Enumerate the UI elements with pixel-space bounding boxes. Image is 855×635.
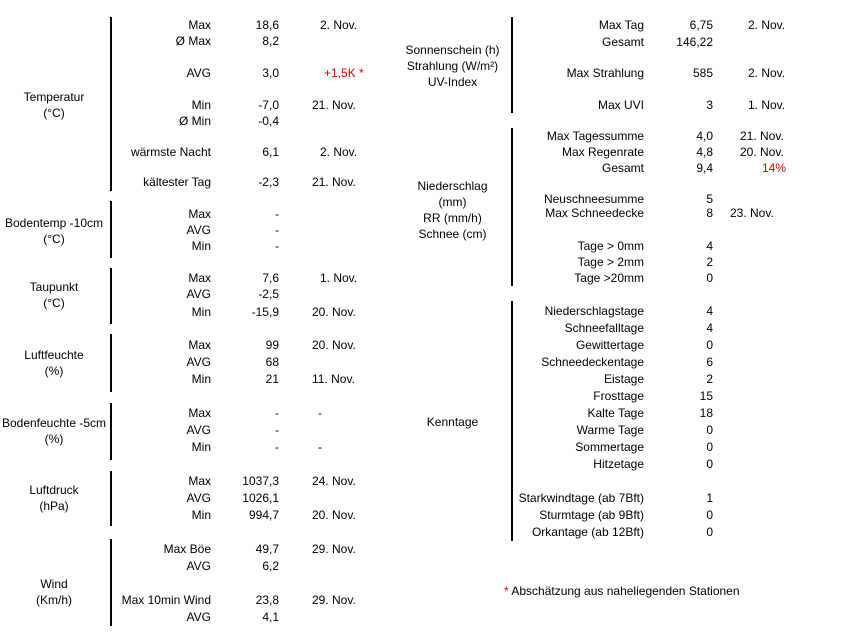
- group-divider: [511, 301, 513, 541]
- row-value: 994,7: [248, 508, 279, 522]
- row-label: Max: [188, 474, 211, 488]
- group-divider: [511, 17, 513, 113]
- row-value: 23,8: [255, 593, 279, 607]
- group-name-line: Niederschlag: [417, 179, 488, 193]
- row-label: kältester Tag: [143, 175, 211, 189]
- group-divider: [511, 128, 513, 286]
- group-label: [395, 42, 510, 90]
- row-value: 6,1: [262, 145, 279, 159]
- row-value: 0: [706, 338, 713, 352]
- row-label: Max Regenrate: [561, 145, 644, 159]
- row-value: 6,2: [262, 559, 279, 573]
- row-value: 3: [706, 98, 713, 112]
- row-label: Max Tagessumme: [546, 129, 644, 143]
- row-value: 0: [706, 271, 713, 285]
- group-unit: (hPa): [39, 499, 69, 513]
- footnote-text: Abschätzung aus naheliegenden Stationen: [508, 584, 740, 598]
- group-name: Bodenfeuchte -5cm: [1, 416, 107, 430]
- row-label: Max Böe: [163, 542, 211, 556]
- group-unit: (%): [44, 432, 64, 446]
- group-name-line: (mm): [438, 195, 467, 209]
- row-value: -: [275, 423, 279, 437]
- row-label: Max Schneedecke: [545, 206, 644, 220]
- row-value: 0: [706, 457, 713, 471]
- row-value: 3,0: [262, 66, 279, 80]
- row-label: AVG: [186, 287, 211, 301]
- row-value: -0,4: [258, 114, 279, 128]
- row-label: Gewittertage: [575, 338, 644, 352]
- group-unit: (°C): [43, 232, 65, 246]
- group-divider: [110, 334, 112, 392]
- row-label: Ø Min: [178, 114, 211, 128]
- row-value: 4,8: [696, 145, 713, 159]
- row-label: AVG: [186, 423, 211, 437]
- row-label: Sommertage: [575, 440, 644, 454]
- row-label: Min: [191, 372, 211, 386]
- row-value: 8,2: [262, 34, 279, 48]
- row-date: 2. Nov.: [320, 18, 358, 32]
- row-value: 4: [706, 321, 713, 335]
- row-label: Orkantage (ab 12Bft): [531, 525, 644, 539]
- row-label: wärmste Nacht: [130, 145, 211, 159]
- row-label: Schneefalltage: [564, 321, 644, 335]
- row-value: -15,9: [251, 305, 279, 319]
- row-value: -: [275, 207, 279, 221]
- group-divider: [110, 268, 112, 324]
- group-name-line: Schnee (cm): [418, 227, 487, 241]
- group-name-line: Kenntage: [426, 415, 479, 429]
- row-label: Niederschlagstage: [544, 304, 644, 318]
- row-label: Max: [188, 18, 211, 32]
- row-label: Neuschneesumme: [543, 192, 644, 206]
- row-value: 0: [706, 525, 713, 539]
- row-date: 20. Nov.: [312, 305, 356, 319]
- group-name: Temperatur: [23, 90, 85, 104]
- row-value: -: [275, 223, 279, 237]
- row-value: 99: [265, 338, 279, 352]
- group-name-line: Strahlung (W/m²): [406, 59, 499, 73]
- group-label: [0, 279, 108, 311]
- row-label: AVG: [186, 610, 211, 624]
- group-label: [0, 89, 108, 121]
- group-label: [395, 414, 510, 430]
- row-date: -: [318, 440, 322, 454]
- row-label: AVG: [186, 66, 211, 80]
- row-value: 21: [265, 372, 279, 386]
- row-value: 18,6: [255, 18, 279, 32]
- row-date: 2. Nov.: [748, 18, 786, 32]
- row-label: Max: [188, 338, 211, 352]
- row-label: Frosttage: [593, 389, 644, 403]
- group-name: Luftdruck: [29, 483, 79, 497]
- row-value: 146,22: [676, 35, 713, 49]
- row-label: Tage > 2mm: [577, 255, 644, 269]
- group-name-line: UV-Index: [427, 75, 478, 89]
- row-value: 18: [699, 406, 713, 420]
- row-label: Kalte Tage: [587, 406, 644, 420]
- row-value: 1026,1: [242, 491, 279, 505]
- row-value: 0: [706, 508, 713, 522]
- row-label: Min: [191, 239, 211, 253]
- row-value: 0: [706, 423, 713, 437]
- row-date: -: [318, 406, 322, 420]
- group-divider: [110, 201, 112, 258]
- row-date: 2. Nov.: [748, 66, 786, 80]
- row-date: 1. Nov.: [320, 271, 358, 285]
- row-date: 29. Nov.: [312, 593, 356, 607]
- row-value: -: [275, 239, 279, 253]
- row-value: 5: [706, 192, 713, 206]
- group-name-line: Sonnenschein (h): [405, 43, 500, 57]
- row-label: Tage >20mm: [574, 271, 644, 285]
- row-label: Max: [188, 271, 211, 285]
- row-label: Sturmtage (ab 9Bft): [539, 508, 644, 522]
- row-value: 8: [706, 206, 713, 220]
- row-date: 20. Nov.: [312, 338, 356, 352]
- row-date: 21. Nov.: [312, 175, 356, 189]
- row-value: -2,3: [258, 175, 279, 189]
- row-value: 7,6: [262, 271, 279, 285]
- row-label: AVG: [186, 559, 211, 573]
- group-divider: [110, 403, 112, 460]
- row-date: 11. Nov.: [312, 372, 355, 386]
- group-label: [0, 482, 108, 514]
- row-value: 4: [706, 304, 713, 318]
- row-label: Gesamt: [601, 161, 644, 175]
- row-label: AVG: [186, 491, 211, 505]
- group-label: [395, 178, 510, 242]
- row-value: 2: [706, 255, 713, 269]
- row-value: 585: [692, 66, 713, 80]
- row-date: 21. Nov.: [312, 98, 356, 112]
- group-divider: [110, 17, 112, 191]
- row-date: 2. Nov.: [320, 145, 358, 159]
- row-label: AVG: [186, 223, 211, 237]
- row-value: 9,4: [696, 161, 713, 175]
- group-name: Taupunkt: [29, 280, 79, 294]
- row-value: 4,0: [696, 129, 713, 143]
- row-date: 20. Nov.: [312, 508, 356, 522]
- row-label: Starkwindtage (ab 7Bft): [518, 491, 644, 505]
- row-value: -: [275, 440, 279, 454]
- row-label: Warme Tage: [576, 423, 644, 437]
- row-label: Max UVI: [597, 98, 644, 112]
- row-date: 24. Nov.: [312, 474, 356, 488]
- group-name: Bodentemp -10cm: [4, 216, 104, 230]
- row-value: -7,0: [258, 98, 279, 112]
- row-label: Max: [188, 406, 211, 420]
- group-unit: (°C): [43, 296, 65, 310]
- row-value: 0: [706, 440, 713, 454]
- group-name-line: RR (mm/h): [423, 211, 482, 225]
- footnote: [504, 584, 740, 598]
- group-unit: (°C): [43, 106, 65, 120]
- row-label: Max 10min Wind: [121, 593, 211, 607]
- row-label: Max Tag: [598, 18, 644, 32]
- row-label: Gesamt: [601, 35, 644, 49]
- row-date: 29. Nov.: [312, 542, 356, 556]
- row-value: 1: [706, 491, 713, 505]
- row-label: Max: [188, 207, 211, 221]
- group-label: [0, 215, 108, 247]
- row-value: 1037,3: [242, 474, 279, 488]
- group-label: [0, 347, 108, 379]
- row-date: 23. Nov.: [730, 206, 774, 220]
- row-label: Hitzetage: [593, 457, 644, 471]
- group-divider: [110, 471, 112, 526]
- precipitation-percentage: 14%: [762, 161, 787, 175]
- row-date: 20. Nov.: [740, 145, 784, 159]
- group-unit: (Km/h): [36, 593, 72, 607]
- row-date: 21. Nov.: [740, 129, 784, 143]
- group-label: [0, 415, 108, 447]
- row-value: 4,1: [262, 610, 279, 624]
- row-value: 68: [265, 355, 279, 369]
- row-value: 15: [699, 389, 713, 403]
- group-name: Luftfeuchte: [24, 348, 84, 362]
- row-label: Min: [191, 508, 211, 522]
- row-label: Min: [191, 305, 211, 319]
- group-unit: (%): [44, 364, 64, 378]
- row-value: 6: [706, 355, 713, 369]
- group-divider: [110, 539, 112, 626]
- row-label: Eistage: [603, 372, 644, 386]
- footnote-marker: *: [504, 584, 509, 598]
- row-label: Schneedeckentage: [541, 355, 644, 369]
- group-label: [0, 576, 108, 608]
- row-value: -2,5: [258, 287, 279, 301]
- group-name: Wind: [40, 577, 68, 591]
- temperature-anomaly: +1,5K *: [324, 66, 364, 80]
- row-date: 1. Nov.: [748, 98, 786, 112]
- row-value: 6,75: [689, 18, 713, 32]
- row-value: 2: [706, 372, 713, 386]
- row-label: Max Strahlung: [566, 66, 644, 80]
- row-label: AVG: [186, 355, 211, 369]
- row-value: 49,7: [255, 542, 279, 556]
- row-label: Min: [191, 98, 211, 112]
- row-label: Min: [191, 440, 211, 454]
- row-value: -: [275, 406, 279, 420]
- row-value: 4: [706, 239, 713, 253]
- row-label: Tage > 0mm: [577, 239, 644, 253]
- row-label: Ø Max: [175, 34, 211, 48]
